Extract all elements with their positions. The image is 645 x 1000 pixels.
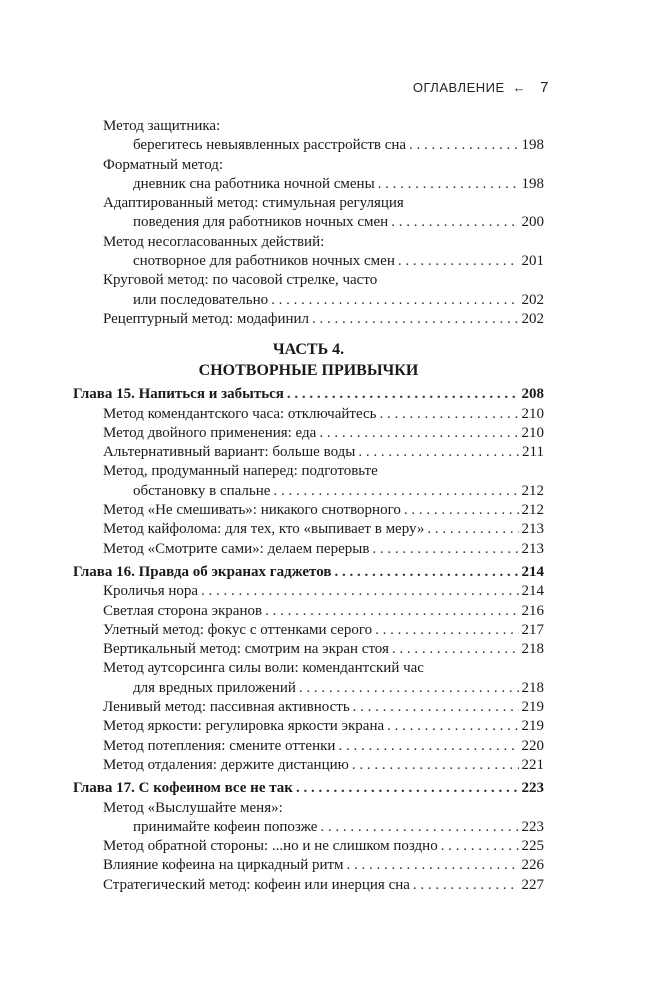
- toc-entry[interactable]: Метод яркости: регулировка яркости экрана . . . 219: [73, 717, 544, 736]
- toc-entry[interactable]: для вредных приложений . . . 218: [73, 679, 544, 698]
- toc-entry[interactable]: Улетный метод: фокус с оттенками серого . . . 217: [73, 621, 544, 640]
- chapter-17-entry[interactable]: Глава 17. С кофеином все не так . . . 223: [73, 779, 544, 798]
- toc-entry[interactable]: берегитесь невыявленных расстройств сна . . . 198: [73, 136, 544, 155]
- toc-entry-label: Форматный метод:: [103, 156, 224, 173]
- section-title: ОГЛАВЛЕНИЕ: [412, 80, 505, 95]
- toc-entry[interactable]: поведения для работников ночных смен . . . 200: [73, 213, 544, 232]
- toc-entry[interactable]: Кроличья нора . . . 214: [73, 582, 544, 601]
- running-header: [413, 79, 549, 96]
- toc-entry-label: Метод защитника:: [103, 118, 221, 134]
- arrow-left-icon: ←: [512, 80, 527, 95]
- part-heading: [73, 339, 544, 381]
- toc-entry-label: Метод «Выслушайте меня»:: [103, 799, 283, 816]
- toc-entry[interactable]: Метод «Смотрите сами»: делаем перерыв . . . 213: [73, 540, 544, 559]
- part-title: СНОТВОРНЫЕ ПРИВЫЧКИ: [198, 362, 419, 380]
- chapter-16-entry[interactable]: Глава 16. Правда об экранах гаджетов . . . 214: [73, 563, 544, 582]
- toc-entry[interactable]: Метод кайфолома: для тех, кто «выпивает в меру» . . . 213: [73, 520, 544, 539]
- toc-entry[interactable]: Альтернативный вариант: больше воды . . . 211: [73, 443, 544, 462]
- toc-entry[interactable]: Метод комендантского часа: отключайтесь . . . 210: [73, 405, 544, 424]
- toc-entry[interactable]: Метод обратной стороны: ...но и не слишком поздно . . . 225: [73, 837, 544, 856]
- toc-entry[interactable]: Ленивый метод: пассивная активность . . . 219: [73, 698, 544, 717]
- toc-entry-label: Круговой метод: по часовой стрелке, часто: [103, 272, 378, 289]
- page-number: 7: [540, 79, 549, 96]
- toc-entry[interactable]: или последовательно . . . 202: [73, 291, 544, 310]
- toc-entry[interactable]: обстановку в спальне . . . 212: [73, 482, 544, 501]
- toc-entry-label: Метод аутсорсинга силы воли: комендантский час: [103, 660, 424, 677]
- toc-entry[interactable]: Метод «Не смешивать»: никакого снотворного . . . 212: [73, 501, 544, 520]
- toc-entry[interactable]: Метод потепления: смените оттенки . . . 220: [73, 737, 544, 756]
- toc-entry[interactable]: Метод двойного применения: еда . . . 210: [73, 424, 544, 443]
- table-of-contents: [73, 117, 544, 895]
- toc-entry-label: Метод, продуманный наперед: подготовьте: [103, 463, 378, 480]
- toc-entry-label: Метод несогласованных действий:: [103, 233, 325, 250]
- toc-entry[interactable]: дневник сна работника ночной смены . . . 198: [73, 175, 544, 194]
- part-number: ЧАСТЬ 4.: [272, 341, 345, 359]
- toc-entry[interactable]: снотворное для работников ночных смен . . . 201: [73, 252, 544, 271]
- toc-entry[interactable]: Метод отдаления: держите дистанцию . . . 221: [73, 756, 544, 775]
- toc-entry[interactable]: Влияние кофеина на циркадный ритм . . . 226: [73, 856, 544, 875]
- toc-entry[interactable]: Вертикальный метод: смотрим на экран стоя . . . 218: [73, 640, 544, 659]
- chapter-15-entry[interactable]: Глава 15. Напиться и забыться . . . 208: [73, 385, 544, 404]
- toc-entry[interactable]: принимайте кофеин попозже . . . 223: [73, 818, 544, 837]
- toc-entry[interactable]: Рецептурный метод: модафинил . . . 202: [73, 310, 544, 329]
- toc-entry[interactable]: Стратегический метод: кофеин или инерция сна . . . 227: [73, 876, 544, 895]
- toc-entry[interactable]: Светлая сторона экранов . . . 216: [73, 602, 544, 621]
- toc-entry-label: Адаптированный метод: стимульная регуляция: [103, 195, 404, 212]
